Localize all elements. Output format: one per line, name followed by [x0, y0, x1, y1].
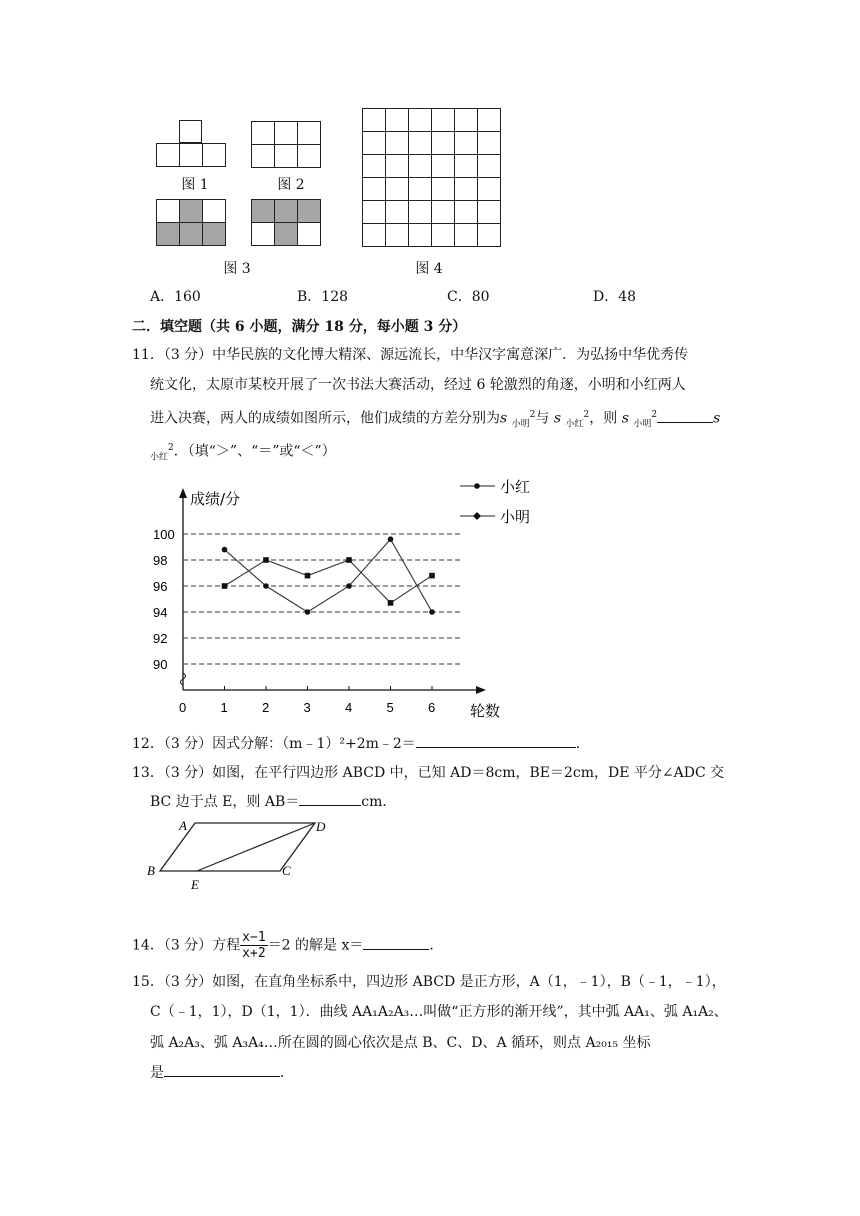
x-axis-label: 轮数	[470, 702, 501, 720]
x-axis-arrow	[476, 686, 486, 694]
q15-line1: 15．（3 分）如图，在直角坐标系中，四边形 ABCD 是正方形，A（1，﹣1），B（﹣1，﹣1），	[132, 974, 726, 990]
point-0-1	[263, 583, 269, 589]
figure-3a	[156, 199, 226, 246]
q13-answer-blank[interactable]	[299, 791, 361, 806]
figure-4	[362, 108, 501, 247]
q13-line2: BC 边于点 E，则 AB＝ cm．	[150, 791, 396, 812]
point-1-1	[263, 557, 269, 563]
label-a: A	[179, 818, 187, 833]
y-tick-label: 94	[153, 605, 168, 620]
figure-1	[156, 120, 226, 168]
x-tick-label: 2	[262, 700, 270, 715]
q15-line4: 是 ．	[150, 1062, 294, 1083]
label-b: B	[147, 863, 155, 878]
figure-3b	[251, 199, 321, 246]
q11-line4: $_{小红}^2$．（填“＞”、“＝”或“＜”）	[150, 443, 336, 463]
q15-line2: C（﹣1，1），D（1，1）．曲线 AA₁A₂A₃…叫做“正方形的渐开线”，其中弧 AA₁、弧 A₁A₂、	[150, 1004, 728, 1020]
figure-2	[251, 121, 321, 168]
y-tick-label: 96	[153, 579, 168, 594]
x-tick-label: 0	[179, 700, 187, 715]
y-tick-label: 90	[153, 657, 168, 672]
q14-answer-blank[interactable]	[363, 935, 429, 950]
point-1-3	[346, 557, 352, 563]
parallelogram-figure	[145, 815, 345, 890]
option-c: C．80	[447, 289, 490, 305]
q11-line2: 统文化，太原市某校开展了一次书法大赛活动，经过 6 轮激烈的角逐，小明和小红两人	[150, 377, 686, 393]
q15-line3: 弧 A₂A₃、弧 A₃A₄…所在圆的圆心依次是点 B、C、D、A 循环，则点 A₂₀₁₅ 坐标	[150, 1035, 651, 1051]
point-0-2	[305, 609, 311, 615]
section-title: 二．填空题（共 6 小题，满分 18 分，每小题 3 分）	[132, 319, 467, 335]
q11-answer-blank[interactable]	[657, 408, 713, 423]
figure-3-caption: 图 3	[223, 261, 251, 277]
point-1-4	[388, 600, 394, 606]
scores-line-chart	[150, 468, 570, 728]
label-c: C	[282, 863, 291, 878]
figure-1-caption: 图 1	[181, 177, 209, 193]
y-tick-label: 92	[153, 631, 168, 646]
legend-label-1: 小明	[500, 508, 531, 526]
figure-2-caption: 图 2	[277, 177, 305, 193]
legend-marker-0	[474, 483, 480, 489]
point-1-2	[305, 573, 311, 579]
label-d: D	[316, 819, 326, 834]
q14-fraction: $\frac{x-1}{x+2}$	[242, 930, 266, 961]
option-a: A．160	[150, 289, 201, 305]
point-0-4	[388, 536, 394, 542]
point-0-5	[429, 609, 435, 615]
q11-line3: 进入决赛，两人的成绩如图所示，他们成绩的方差分别为s $_{小明}^2$与 s $_{小红}^2$，则 s $_{小明}^2$ s	[150, 405, 720, 434]
point-1-0	[222, 583, 228, 589]
y-axis-label: 成绩/分	[190, 490, 241, 508]
label-e: E	[191, 877, 199, 890]
q12-line: 12．（3 分）因式分解：（m﹣1）²+2m﹣2＝ ．	[132, 733, 590, 754]
q11-line1: 11．（3 分）中华民族的文化博大精深、源远流长，中华汉字寓意深广．为弘扬中华优秀传	[132, 347, 689, 363]
x-tick-label: 6	[428, 700, 436, 715]
legend-label-0: 小红	[500, 478, 531, 496]
y-axis-arrow	[179, 488, 187, 498]
x-tick-label: 4	[345, 700, 353, 715]
x-tick-label: 5	[386, 700, 394, 715]
q15-answer-blank[interactable]	[164, 1062, 280, 1077]
point-1-5	[429, 573, 435, 579]
option-b: B．128	[297, 289, 349, 305]
y-tick-label: 100	[153, 527, 175, 542]
point-0-0	[222, 547, 228, 553]
q13-line1: 13．（3 分）如图，在平行四边形 ABCD 中，已知 AD＝8cm，BE＝2cm，DE 平分∠ADC 交	[132, 765, 725, 781]
q14-line: 14．（3 分）方程 $\frac{x-1}{x+2}$ ＝2 的解是 x＝ ．	[132, 930, 444, 961]
option-d: D．48	[593, 289, 637, 305]
q12-answer-blank[interactable]	[416, 733, 576, 748]
series-line-1	[225, 560, 433, 603]
x-tick-label: 1	[220, 700, 228, 715]
series-line-0	[225, 539, 433, 612]
point-0-3	[346, 583, 352, 589]
x-tick-label: 3	[303, 700, 311, 715]
figure-4-caption: 图 4	[415, 261, 443, 277]
legend-marker-1	[473, 512, 481, 520]
y-tick-label: 98	[153, 553, 168, 568]
